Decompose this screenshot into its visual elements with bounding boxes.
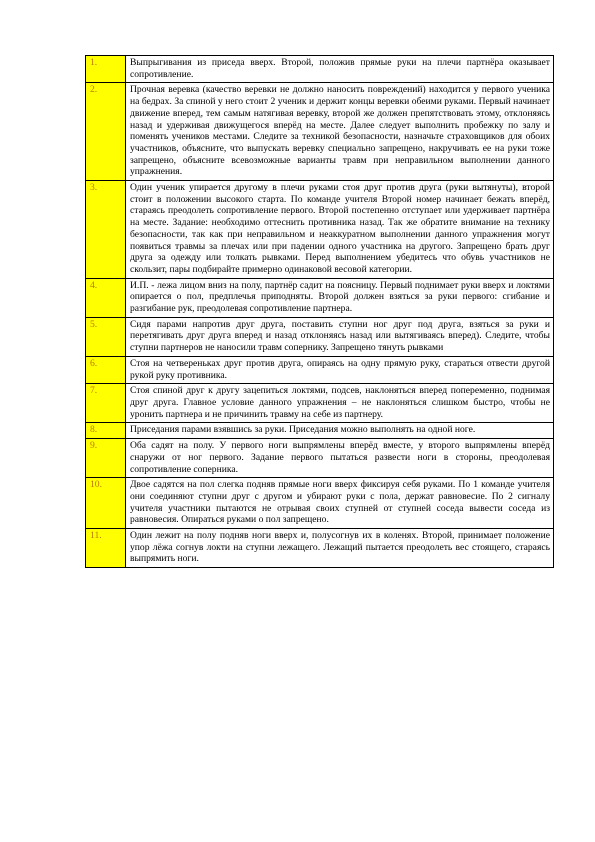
row-text: Приседания парами взявшись за руки. Приседания можно выполнять на одной ноге. bbox=[126, 423, 554, 439]
row-number: 1. bbox=[86, 56, 126, 83]
table-row bbox=[86, 317, 554, 356]
table-row bbox=[86, 181, 554, 279]
table-row bbox=[86, 384, 554, 423]
row-number: 6. bbox=[86, 356, 126, 383]
row-text: Прочная веревка (качество веревки не должно наносить повреждений) находится у первого ученика на бедрах. За спиной у него стоит 2 ученик и держит концы веревки обеими руками. Первый начинает движение вперед, тем самым натягивая веревку, второй же должен препятствовать этому, отклоняясь назад и удерживая движущегося вперёд на месте. Далее следует выполнить пробежку по залу и поменять учеников местами. Следите за техникой безопасности, назначьте страховщиков для обоих участников, объясните, что выпускать веревку специально запрещено, накручивать ее на руки тоже запрещено, объясните всевозможные варианты травм при неправильном выполнении данного упражнения. bbox=[126, 83, 554, 181]
row-number: 8. bbox=[86, 423, 126, 439]
table-row bbox=[86, 478, 554, 529]
row-text: Стоя спиной друг к другу зацепиться локтями, подсев, наклоняться вперед попеременно, поднимая друг друга. Главное условие данного упражнения – не наклоняться слишком быстро, чтобы не уронить партнера и не причинить травму на себе из партнеру. bbox=[126, 384, 554, 423]
row-number: 10. bbox=[86, 478, 126, 529]
exercises-table-body bbox=[86, 56, 554, 568]
row-text: Один лежит на полу подняв ноги вверх и, полусогнув их в коленях. Второй, принимает положение упор лёжа согнув локти на ступни лежащего. Лежащий пытается преодолеть вес стоящего, стараясь выпрямить ноги. bbox=[126, 529, 554, 568]
row-number: 9. bbox=[86, 439, 126, 478]
table-row bbox=[86, 423, 554, 439]
table-row bbox=[86, 439, 554, 478]
table-row bbox=[86, 278, 554, 317]
row-number: 11. bbox=[86, 529, 126, 568]
exercises-table bbox=[85, 55, 554, 568]
row-number: 2. bbox=[86, 83, 126, 181]
row-number: 4. bbox=[86, 278, 126, 317]
row-text: Стоя на четвереньках друг против друга, опираясь на одну прямую руку, стараться отвести другой рукой руку противника. bbox=[126, 356, 554, 383]
row-number: 5. bbox=[86, 317, 126, 356]
row-number: 7. bbox=[86, 384, 126, 423]
row-number: 3. bbox=[86, 181, 126, 279]
row-text: Выпрыгивания из приседа вверх. Второй, положив прямые руки на плечи партнёра оказывает сопротивление. bbox=[126, 56, 554, 83]
table-row bbox=[86, 56, 554, 83]
row-text: Один ученик упирается другому в плечи руками стоя друг против друга (руки вытянуты), второй стоит в положении высокого старта. По команде учителя Второй номер начинает бежать вперёд, стараясь преодолеть сопротивление первого. Второй постепенно отступает или удерживает партнёра на месте. Задание: необходимо оттеснить противника назад. Так же обратите внимание на технику безопасности, так как при неправильном и неаккуратном выполнении данного упражнения могут появиться травмы за плечах или при падении одного участника на другого. Запрещено брать друг друга за одежду или толкать рывками. Перед выполнением убедитесь что обувь участников не скользит, пары подбирайте примерно одинаковой весовой категории. bbox=[126, 181, 554, 279]
row-text: Оба садят на полу. У первого ноги выпрямлены вперёд вместе, у второго выпрямлены вперёд снаружи от ног первого. Задание первого пытаться развести ноги в стороны, преодолевая сопротивление соперника. bbox=[126, 439, 554, 478]
row-text: И.П. - лежа лицом вниз на полу, партнёр садит на поясницу. Первый поднимает руки вверх и локтями опирается о пол, предплечья приподняты. Второй должен взяться за руки первого: сгибание и разгибание рук, преодолевая сопротивление партнера. bbox=[126, 278, 554, 317]
row-text: Двое садятся на пол слегка подняв прямые ноги вверх фиксируя себя руками. По 1 команде учителя они соединяют ступни друг с другом и убирают руки с пола, держат равновесие. По 2 сигналу учителя участники пытаются не отрывая своих ступней от ступней соседа вывести соседа из равновесия. Опираться руками о пол запрещено. bbox=[126, 478, 554, 529]
table-row bbox=[86, 529, 554, 568]
table-row bbox=[86, 83, 554, 181]
table-row bbox=[86, 356, 554, 383]
row-text: Сидя парами напротив друг друга, поставить ступни ног друг под друга, взяться за руки и перетягивать друг друга вперед и назад отклоняясь назад или вытягиваясь вперед). Следите, чтобы ступни партнеров не наносили травм сопернику. Запрещено тянуть рывками bbox=[126, 317, 554, 356]
